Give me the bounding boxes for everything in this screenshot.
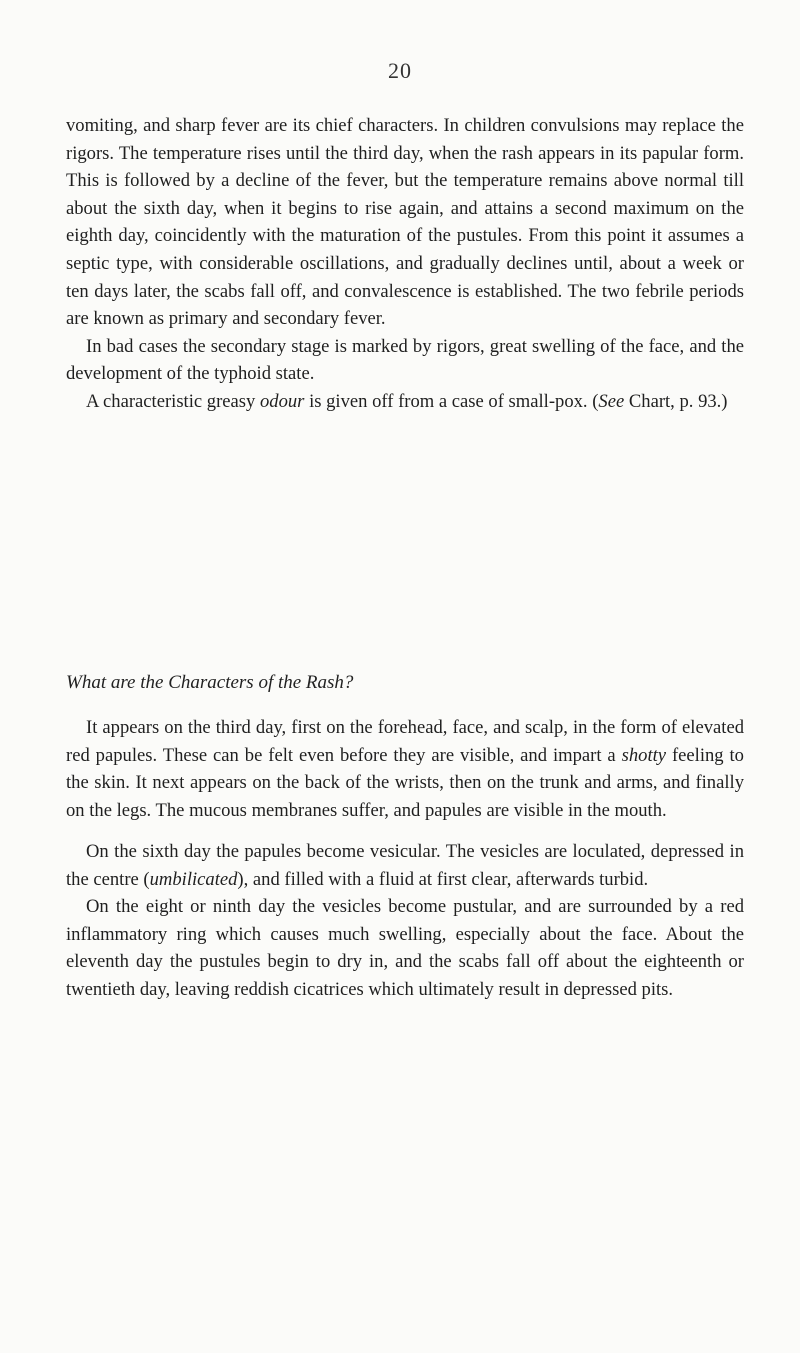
paragraph-fever-course: vomiting, and sharp fever are its chief characters. In children convulsions may replace the rigors. The temperature rises until the third day, when the rash appears in its papular form. This is followed by a decline of the fever, but the temperature remains above normal till about the sixth day, when it begins to rise again, and attains a second maximum on the eighth day, coincidently with the maturation of the pustules. From this point it assumes a septic type, with considerable oscillations, and gradually declines until, about a week or ten days later, the scabs fall off, and convalescence is established. The two febrile periods are known as primary and secondary fever.	[66, 115, 744, 330]
odour-italic: odour	[259, 390, 305, 412]
paragraph-rash-appearance	[66, 714, 744, 824]
odour-text-start: A characteristic greasy	[86, 390, 260, 412]
vesicle-text-end: ), and filled with a fluid at first clear, afterwards turbid.	[237, 868, 649, 890]
paragraph-rash-papules	[66, 714, 744, 824]
paragraph-group-fever	[66, 112, 744, 416]
section-heading: What are the Characters of the Rash?	[66, 672, 354, 693]
paragraph-secondary-stage: In bad cases the secondary stage is marked by rigors, great swelling of the face, and the development of the typhoid state.	[66, 335, 744, 385]
paragraph-vesicles	[66, 838, 744, 893]
odour-text-end: Chart, p. 93.)	[624, 390, 728, 412]
paragraph-pustules: On the eight or ninth day the vesicles become pustular, and are surrounded by a red inflammatory ring which causes much swelling, especially about the face. About the eleventh day the pustules begin to dry in, and the scabs fall off about the eighteenth or twentieth day, leaving reddish cicatrices which ultimately result in depressed pits.	[66, 896, 744, 1000]
paragraph-odour	[66, 388, 744, 416]
see-italic: See	[598, 390, 625, 412]
paragraph-vesicles-group	[66, 838, 744, 1004]
rash-text-end: feeling to the skin. It next appears on the back of the wrists, then on the trunk and arms, and finally on the legs. The mucous membranes suffer, and papules are visible in the mouth.	[66, 744, 744, 821]
shotty-italic: shotty	[621, 744, 667, 766]
page-number: 20	[388, 58, 412, 83]
odour-text-middle: is given off from a case of small-pox. (	[304, 390, 599, 412]
vesicle-text-start: On the sixth day the papules become vesicular. The vesicles are loculated, depressed in the centre (	[66, 841, 744, 890]
rash-text-start: It appears on the third day, first on the forehead, face, and scalp, in the form of elevated red papules. These can be felt even before they are visible, and impart a	[66, 717, 744, 766]
umbilicated-italic: umbilicated	[149, 868, 238, 890]
